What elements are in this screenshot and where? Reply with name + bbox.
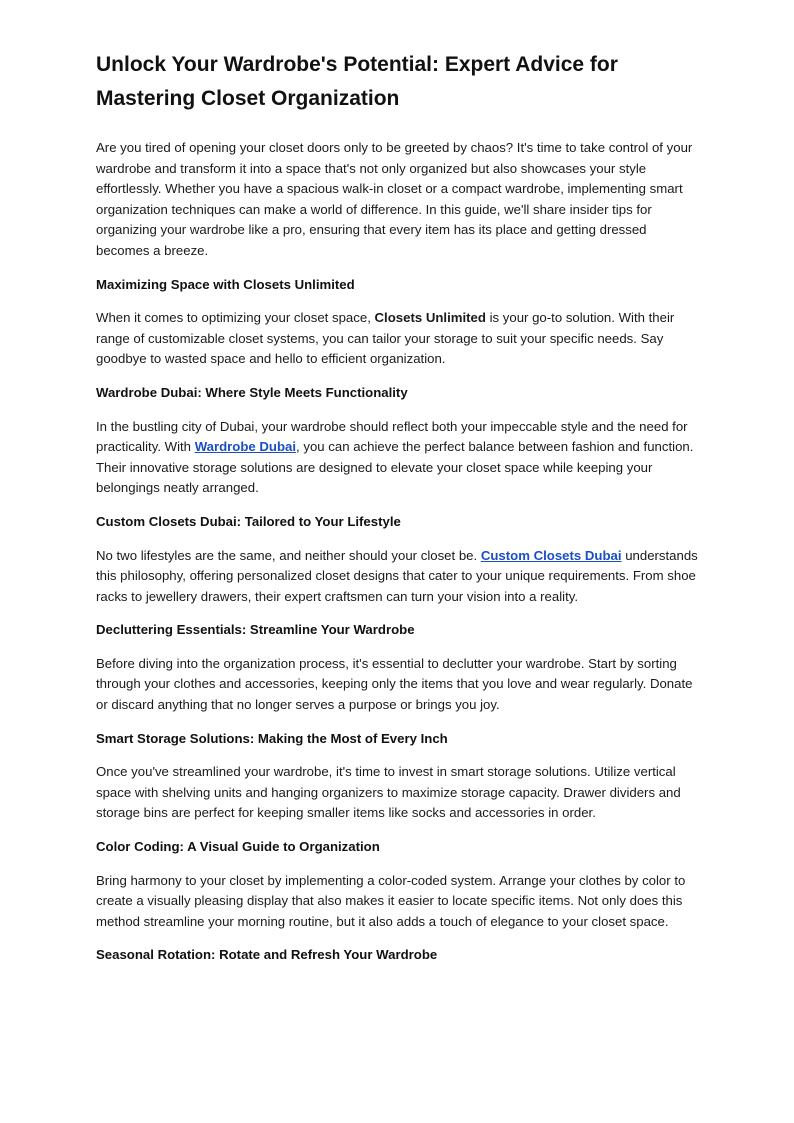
section-paragraph-custom-closets: [96, 546, 700, 608]
intro-paragraph: Are you tired of opening your closet doors only to be greeted by chaos? It's time to take control of your wardrobe and transform it into a space that's not only organized but also showcases your style effortlessly. Whether you have a spacious walk-in closet or a compact wardrobe, implementing smart organization techniques can make a world of difference. In this guide, we'll share insider tips for organizing your wardrobe like a pro, ensuring that every item has its place and getting dressed becomes a breeze.: [96, 140, 693, 258]
section-paragraph-wardrobe-dubai: [96, 417, 700, 499]
section-paragraph-color-coding: Bring harmony to your closet by implementing a color-coded system. Arrange your clothes by color to create a visually pleasing display that also makes it easier to locate specific items. Not only does this method streamline your morning routine, but it also adds a touch of elegance to your closet space.: [96, 872, 686, 929]
section-paragraph-decluttering: Before diving into the organization process, it's essential to declutter your wardrobe. Start by sorting through your clothes and accessories, keeping only the items that you love and wear regularly. Donate or discard anything that no longer serves a purpose or brings you joy.: [96, 655, 693, 713]
bold-text-closets-unlimited: Closets Unlimited: [374, 310, 486, 326]
section-heading-wardrobe-dubai: Wardrobe Dubai: Where Style Meets Functionality: [96, 384, 408, 400]
section-heading-color-coding: Color Coding: A Visual Guide to Organization: [96, 839, 380, 855]
section-heading-custom-closets: Custom Closets Dubai: Tailored to Your Lifestyle: [96, 513, 401, 529]
text-span: In the bustling city of Dubai, your wardrobe should reflect both your impeccable style and the need for practicality. With: [96, 418, 688, 455]
page-title: Unlock Your Wardrobe's Potential: Expert Advice for Mastering Closet Organization: [96, 53, 618, 110]
document-page: [96, 48, 700, 979]
text-span: When it comes to optimizing your closet space,: [96, 310, 375, 326]
text-span: , you can achieve the perfect balance between fashion and function. Their innovative storage solutions are designed to elevate your closet space while keeping your belongings neatly arranged.: [96, 439, 694, 496]
wardrobe-dubai-link[interactable]: Wardrobe Dubai: [194, 439, 297, 455]
text-span: understands this philosophy, offering personalized closet designs that cater to your unique requirements. From shoe racks to jewellery drawers, their expert craftsmen can turn your vision into a reality.: [96, 547, 698, 604]
section-heading-smart-storage: Smart Storage Solutions: Making the Most of Every Inch: [96, 730, 448, 746]
section-heading-seasonal-rotation: Seasonal Rotation: Rotate and Refresh Your Wardrobe: [96, 947, 438, 963]
custom-closets-dubai-link[interactable]: Custom Closets Dubai: [480, 547, 622, 563]
section-paragraph-closets-unlimited: [96, 308, 700, 370]
section-paragraph-smart-storage: Once you've streamlined your wardrobe, it's time to invest in smart storage solutions. Utilize vertical space with shelving units and hanging organizers to maximize storage capacity. Drawer dividers and storage bins are perfect for keeping smaller items like socks and accessories in order.: [96, 764, 681, 821]
text-span: is your go-to solution. With their range of customizable closet systems, you can tailor your storage to suit your specific needs. Say goodbye to wasted space and hello to efficient organization.: [96, 310, 675, 367]
section-heading-closets-unlimited: Maximizing Space with Closets Unlimited: [96, 276, 355, 292]
text-span: No two lifestyles are the same, and neither should your closet be.: [96, 547, 481, 563]
section-heading-decluttering: Decluttering Essentials: Streamline Your Wardrobe: [96, 622, 415, 638]
